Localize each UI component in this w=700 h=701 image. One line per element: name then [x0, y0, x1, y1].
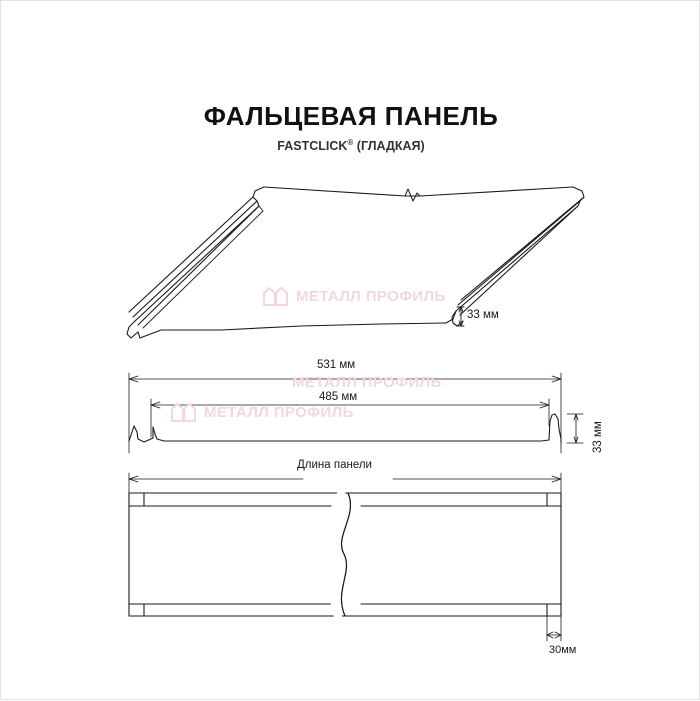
dimension-height-side: 33 мм: [592, 421, 604, 453]
watermark-text: МЕТАЛЛ ПРОФИЛЬ: [204, 404, 354, 421]
isometric-view: [127, 187, 584, 338]
subtitle-brand: FASTCLICK: [277, 139, 348, 154]
subtitle-tail: (ГЛАДКАЯ): [353, 139, 425, 154]
section-view: [129, 373, 583, 453]
dimension-useful-width: 485 мм: [319, 391, 358, 403]
page-title: ФАЛЬЦЕВАЯ ПАНЕЛЬ: [203, 101, 499, 131]
registered-mark: ®: [347, 138, 354, 147]
dimension-bottom-offset: 30мм: [549, 644, 577, 656]
dimension-height-iso: 33 мм: [467, 309, 499, 321]
watermark-text: МЕТАЛЛ ПРОФИЛЬ: [292, 374, 442, 391]
panel-drawings: [1, 1, 700, 701]
watermark-text: МЕТАЛЛ ПРОФИЛЬ: [296, 288, 446, 305]
plan-view: [129, 473, 561, 641]
label-panel-length: Длина панели: [297, 459, 372, 471]
dimension-overall-width: 531 мм: [317, 359, 356, 371]
